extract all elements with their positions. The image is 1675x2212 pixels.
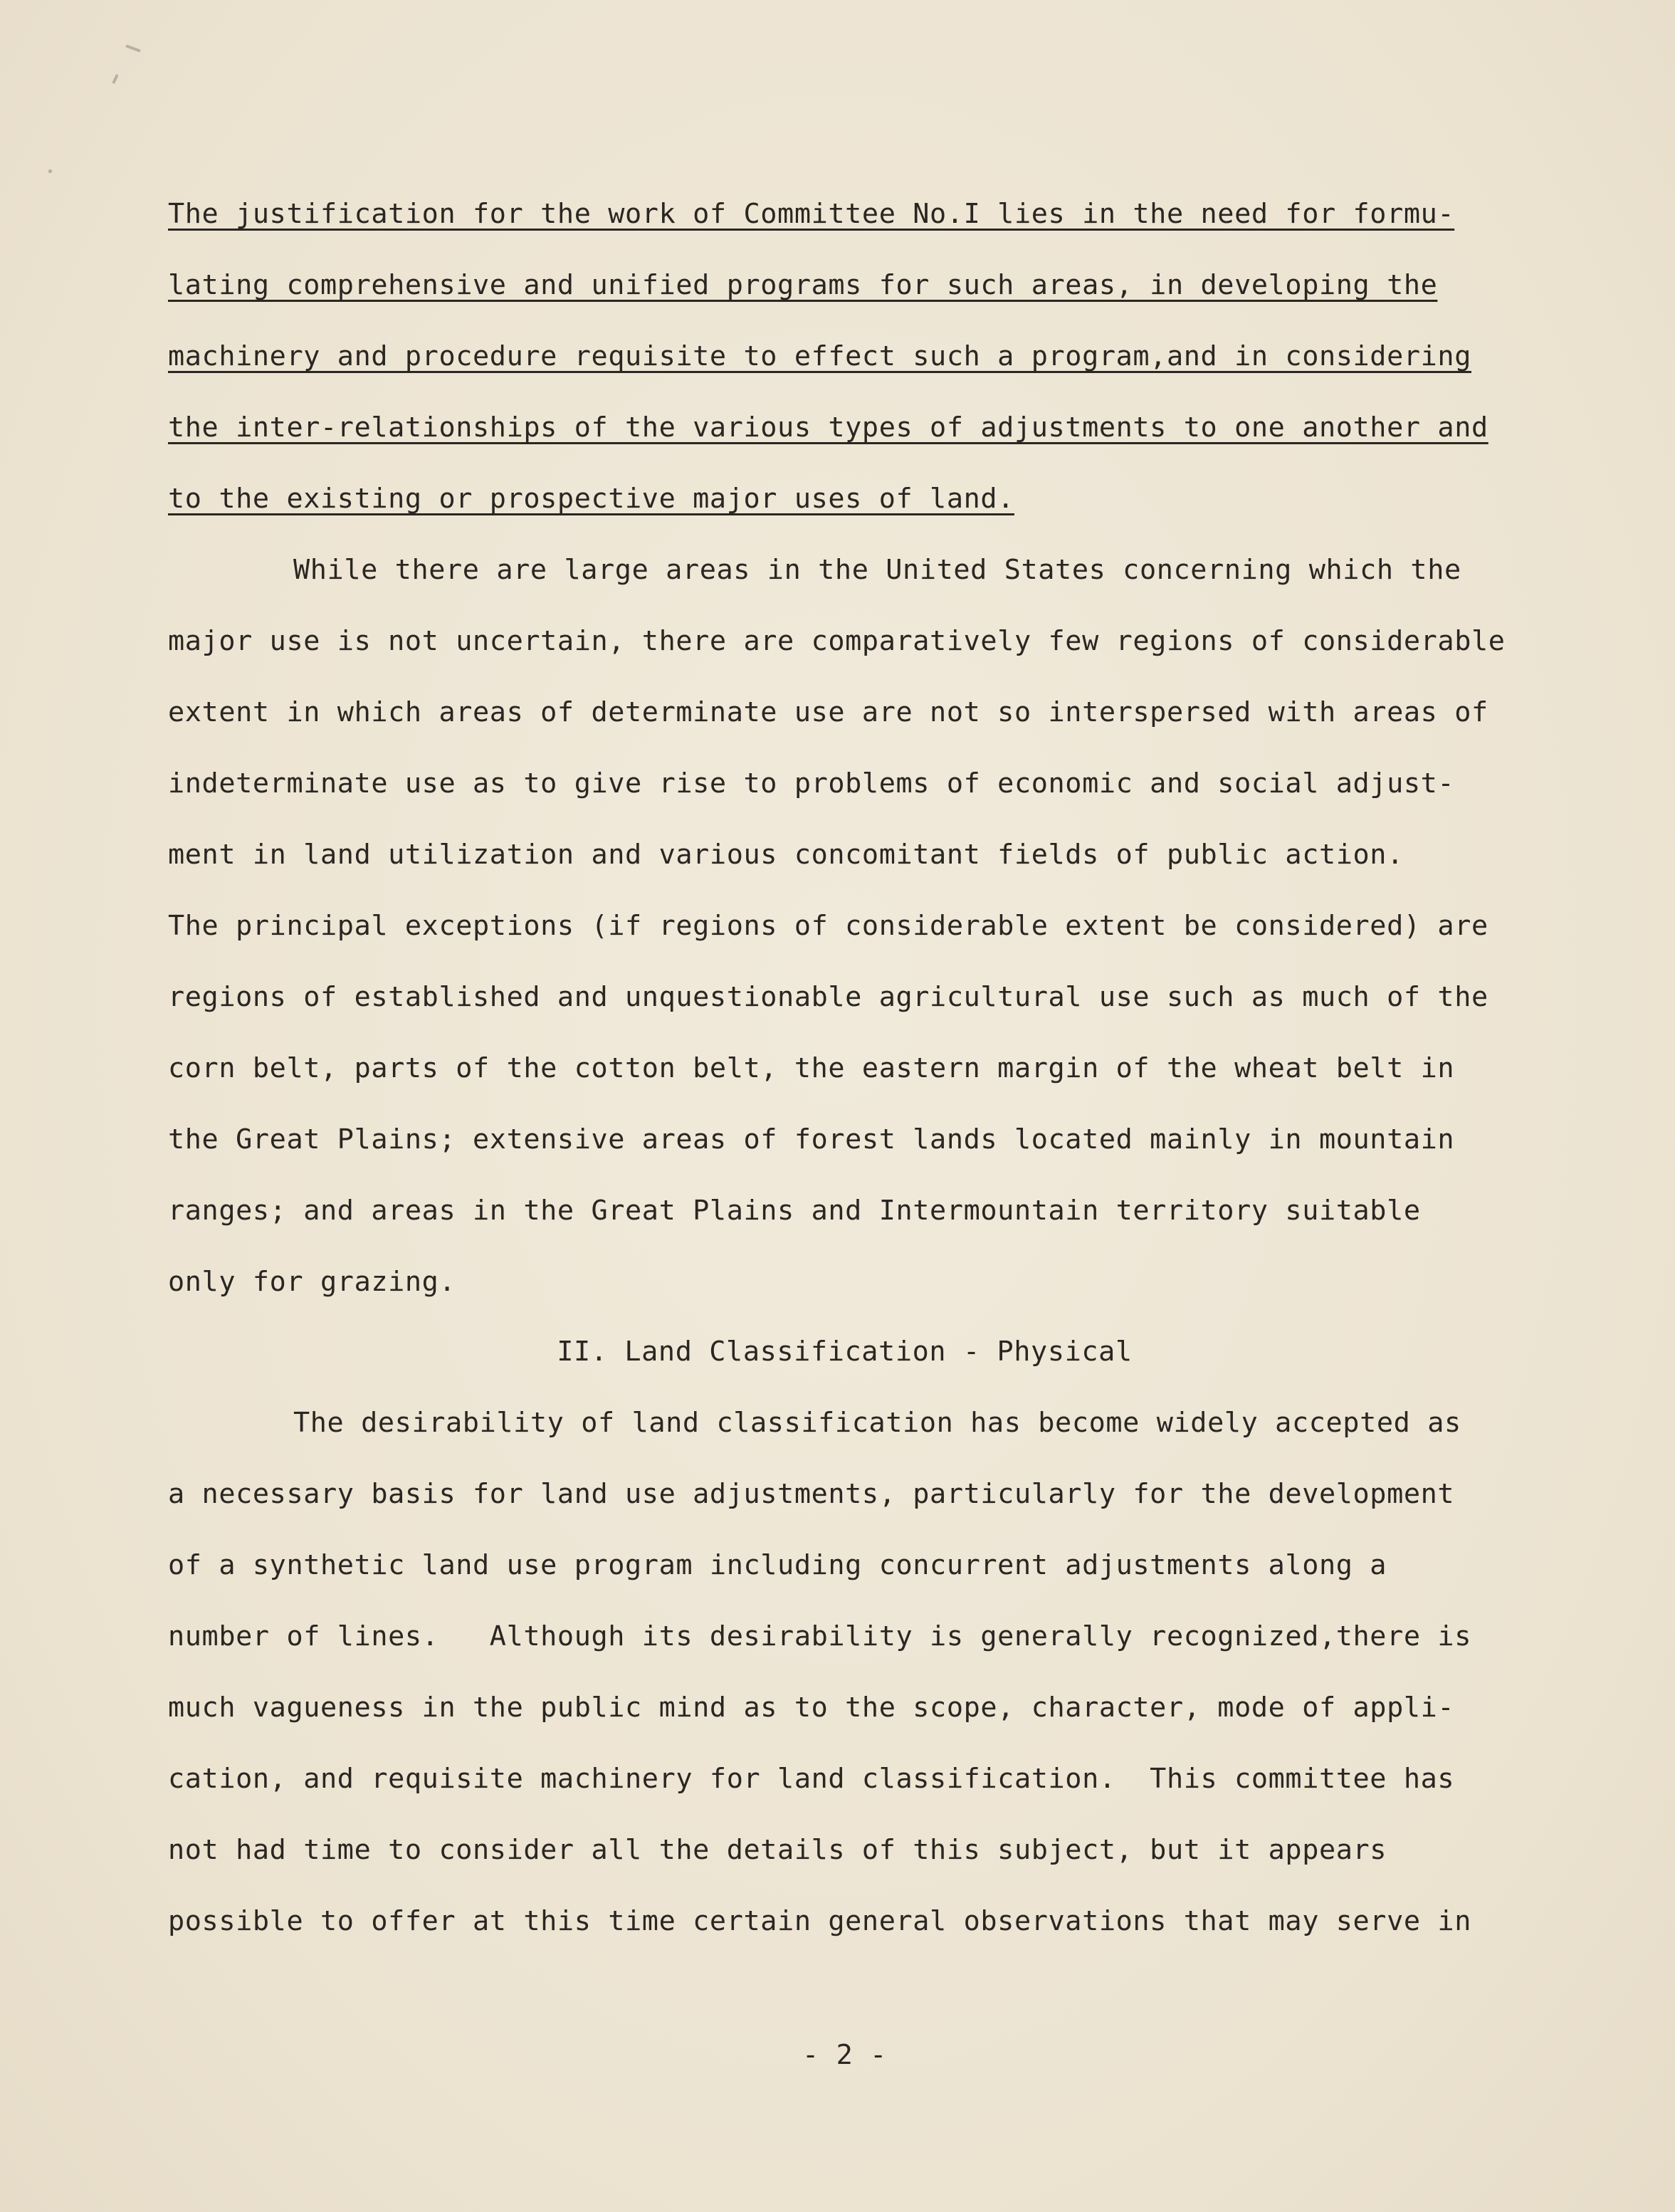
paragraph-3-line-3: of a synthetic land use program including concurrent adjustments along a xyxy=(168,1549,1387,1581)
paragraph-3-line-1: The desirability of land classification has become widely accepted as xyxy=(293,1407,1461,1439)
paper-speck xyxy=(48,169,52,173)
paragraph-1-line-5: to the existing or prospective major uses of land. xyxy=(168,483,1014,515)
paragraph-1-line-1: The justification for the work of Committee No.I lies in the need for formu- xyxy=(168,198,1455,230)
paragraph-3-line-2: a necessary basis for land use adjustments, particularly for the development xyxy=(168,1478,1455,1510)
paragraph-2-line-4: indeterminate use as to give rise to problems of economic and social adjust- xyxy=(168,767,1455,800)
paragraph-2-line-2: major use is not uncertain, there are comparatively few regions of considerable xyxy=(168,625,1506,657)
paragraph-2-line-10: ranges; and areas in the Great Plains and Intermountain territory suitable xyxy=(168,1195,1421,1227)
paragraph-2-line-1: While there are large areas in the United States concerning which the xyxy=(293,554,1461,586)
page-number: - 2 - xyxy=(802,2039,887,2071)
paper-speck xyxy=(125,44,141,52)
paragraph-1-line-4: the inter-relationships of the various types of adjustments to one another and xyxy=(168,412,1488,444)
paragraph-2-line-11: only for grazing. xyxy=(168,1266,456,1298)
paragraph-3-line-8: possible to offer at this time certain general observations that may serve in xyxy=(168,1905,1471,1937)
paragraph-1-line-2: lating comprehensive and unified programs for such areas, in developing the xyxy=(168,269,1438,301)
paragraph-2-line-6: The principal exceptions (if regions of considerable extent be considered) are xyxy=(168,910,1488,942)
paragraph-2-line-5: ment in land utilization and various concomitant fields of public action. xyxy=(168,839,1404,871)
paragraph-2-line-8: corn belt, parts of the cotton belt, the eastern margin of the wheat belt in xyxy=(168,1052,1455,1084)
paragraph-2-line-3: extent in which areas of determinate use are not so interspersed with areas of xyxy=(168,696,1488,728)
paper-speck xyxy=(112,74,119,84)
paragraph-1-line-3: machinery and procedure requisite to effect such a program,and in considering xyxy=(168,340,1471,372)
paragraph-3-line-5: much vagueness in the public mind as to the scope, character, mode of appli- xyxy=(168,1692,1455,1724)
paragraph-2-line-7: regions of established and unquestionable agricultural use such as much of the xyxy=(168,981,1488,1013)
paragraph-3-line-4: number of lines. Although its desirability is generally recognized,there is xyxy=(168,1620,1471,1652)
paragraph-3-line-7: not had time to consider all the details of this subject, but it appears xyxy=(168,1834,1387,1866)
paragraph-3-line-6: cation, and requisite machinery for land classification. This committee has xyxy=(168,1763,1455,1795)
paragraph-2-line-9: the Great Plains; extensive areas of forest lands located mainly in mountain xyxy=(168,1123,1455,1155)
section-heading: II. Land Classification - Physical xyxy=(557,1336,1133,1368)
